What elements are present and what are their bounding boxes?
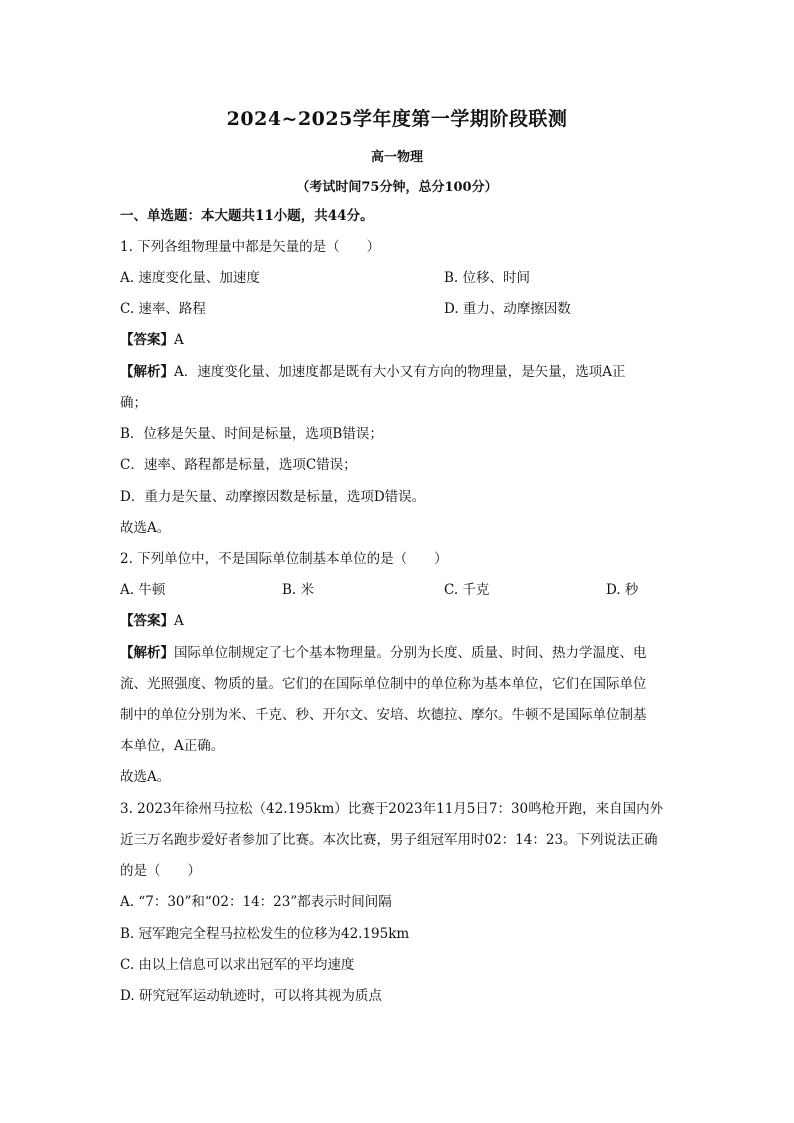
q3-option-c: C. 由以上信息可以求出冠军的平均速度 (120, 957, 355, 973)
q2-stem: 2. 下列单位中，不是国际单位制基本单位的是（ ） (120, 551, 448, 567)
exam-info: （考试时间75分钟，总分100分） (296, 180, 498, 195)
analysis-tag: 【解析】 (120, 364, 174, 380)
q1-option-b: B. 位移、时间 (444, 270, 531, 286)
answer-value: A (174, 613, 184, 629)
q2-option-a: A. 牛顿 (120, 582, 166, 598)
q1-stem: 1. 下列各组物理量中都是矢量的是（ ） (120, 239, 381, 255)
page-title: 2024~2025学年度第一学期阶段联测 (226, 108, 568, 130)
answer-tag: 【答案】 (120, 613, 174, 629)
q1-answer (120, 330, 680, 350)
answer-value: A (174, 332, 184, 348)
q1-conclusion: 故选A。 (120, 520, 171, 536)
q3-option-d: D. 研究冠军运动轨迹时，可以将其视为质点 (120, 988, 382, 1004)
q3-option-a: A. “7：30”和“02：14：23”都表示时间间隔 (120, 894, 392, 910)
q1-analysis-line: C．速率、路程都是标量，选项C错误； (120, 457, 357, 473)
analysis-tag: 【解析】 (120, 645, 174, 661)
q2-analysis-line: 制中的单位分别为米、千克、秒、开尔文、安培、坎德拉、摩尔。牛顿不是国际单位制基 (120, 707, 647, 723)
q2-option-c: C. 千克 (444, 582, 490, 598)
q1-option-d: D. 重力、动摩擦因数 (444, 301, 571, 317)
q2-option-b: B. 米 (282, 582, 315, 598)
q1-analysis-line (120, 362, 680, 382)
q1-analysis-line: 确； (120, 395, 147, 411)
section-heading: 一、单选题：本大题共11小题，共44分。 (120, 208, 374, 224)
q2-answer (120, 611, 680, 631)
q1-option-a: A. 速度变化量、加速度 (120, 270, 260, 286)
q2-conclusion: 故选A。 (120, 769, 171, 785)
q2-analysis-line: 流、光照强度、物质的量。它们的在国际单位制中的单位称为基本单位，它们在国际单位 (120, 676, 647, 692)
q3-stem: 的是（ ） (120, 863, 201, 879)
q2-option-d: D. 秒 (606, 582, 639, 598)
q1-analysis-line: B．位移是矢量、时间是标量，选项B错误； (120, 426, 383, 442)
answer-tag: 【答案】 (120, 332, 174, 348)
q3-stem: 3. 2023年徐州马拉松（42.195km）比赛于2023年11月5日7：30鸣枪开跑，来自国内外 (120, 801, 664, 817)
analysis-text: A．速度变化量、加速度都是既有大小又有方向的物理量，是矢量，选项A正 (174, 364, 626, 380)
analysis-text: 国际单位制规定了七个基本物理量。分别为长度、质量、时间、热力学温度、电 (174, 645, 647, 661)
subject-title: 高一物理 (370, 150, 423, 165)
q1-analysis-line: D．重力是矢量、动摩擦因数是标量，选项D错误。 (120, 489, 426, 505)
q1-option-c: C. 速率、路程 (120, 301, 206, 317)
q3-option-b: B. 冠军跑完全程马拉松发生的位移为42.195km (120, 926, 410, 942)
q2-analysis-line: 本单位，A正确。 (120, 738, 225, 754)
q2-analysis-line (120, 643, 680, 663)
q3-stem: 近三万名跑步爱好者参加了比赛。本次比赛，男子组冠军用时02：14：23。下列说法正确 (120, 832, 658, 848)
